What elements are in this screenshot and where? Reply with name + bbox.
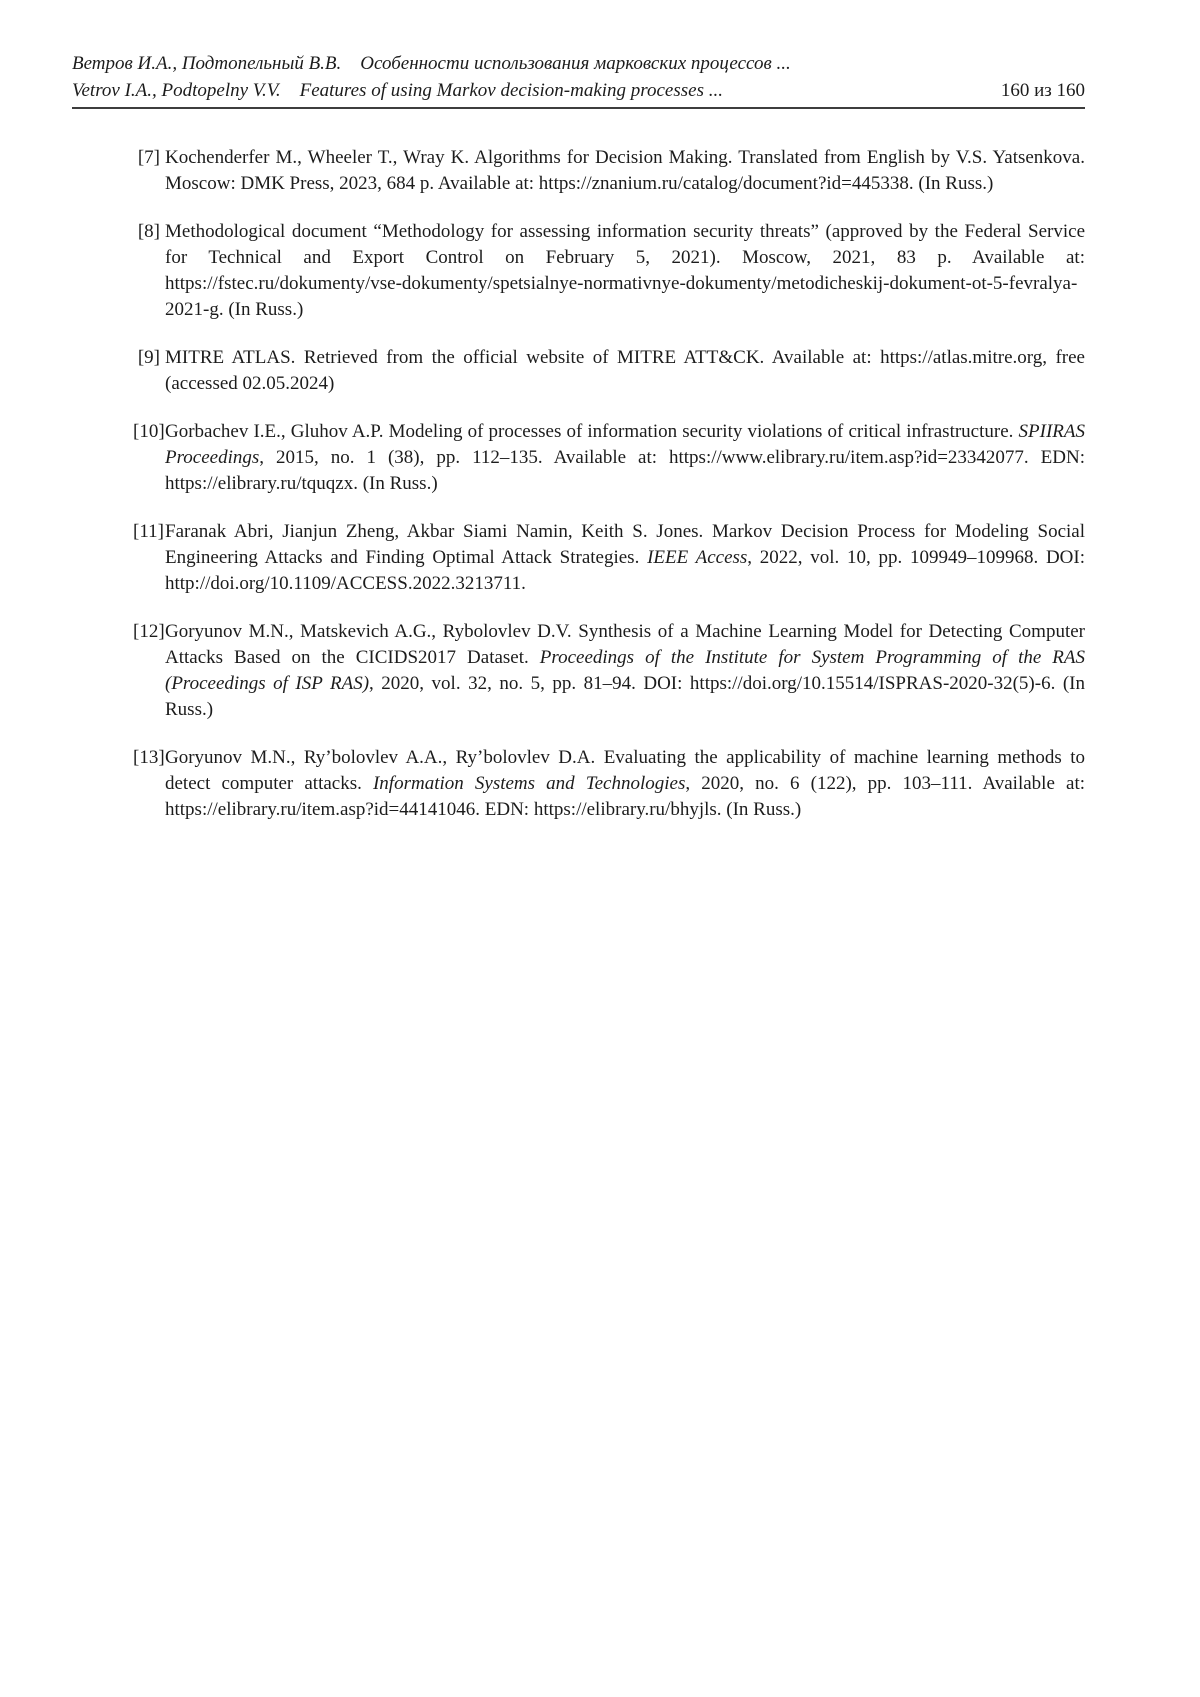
- reference-number: [10]: [133, 421, 165, 442]
- reference-number: [12]: [133, 621, 165, 642]
- reference-item: [133, 519, 1085, 597]
- reference-text-segment: Proceedings of the Institute for System Programming of the RAS (Proceedings of ISP RAS): [165, 647, 1086, 694]
- reference-text-segment: Goryunov M.N., Matskevich A.G., Rybolovlev D.V. Synthesis of a Machine Learning Model for Detecting Computer Attacks Based on the CICIDS2017 Dataset.: [165, 621, 1085, 668]
- reference-text: [165, 621, 1085, 720]
- reference-text: [165, 221, 1085, 320]
- header-authors-en: Vetrov I.A., Podtopelny V.V. Features of using Markov decision-making processes ...: [72, 80, 723, 101]
- reference-number: [9]: [137, 347, 160, 368]
- reference-number: [13]: [133, 747, 165, 768]
- reference-number: [7]: [137, 147, 160, 168]
- reference-text-segment: Gorbachev I.E., Gluhov A.P. Modeling of processes of information security violations of critical infrastructure.: [165, 421, 1019, 442]
- reference-text-segment: IEEE Access: [647, 547, 748, 568]
- reference-text-segment: , 2022, vol. 10, pp. 109949–109968. DOI: http://doi.org/10.1109/ACCESS.2022.3213711.: [165, 547, 1086, 594]
- reference-item: [133, 619, 1085, 723]
- reference-text: [165, 347, 1085, 394]
- reference-item: [133, 419, 1085, 497]
- reference-text-segment: SPIIRAS Proceedings: [165, 421, 1085, 468]
- reference-text-segment: Kochenderfer M., Wheeler T., Wray K. Algorithms for Decision Making. Translated from English by V.S. Yatsenkova. Moscow: DMK Press, 2023, 684 p. Available at: https://znanium.ru/catalog/document?id=445338. (In Russ.): [165, 147, 1085, 194]
- reference-text-segment: Goryunov M.N., Ry’bolovlev A.A., Ry’bolovlev D.A. Evaluating the applicability of machine learning methods to detect computer attacks.: [165, 747, 1085, 794]
- reference-text: [165, 147, 1085, 194]
- running-header: [72, 50, 1085, 109]
- reference-text-segment: MITRE ATLAS. Retrieved from the official website of MITRE ATT&CK. Available at: https://atlas.mitre.org, free (accessed 02.05.2024): [165, 347, 1085, 394]
- reference-text-segment: , 2020, no. 6 (122), pp. 103–111. Available at: https://elibrary.ru/item.asp?id=44141046. EDN: https://elibrary.ru/bhyjls. (In Russ.): [165, 773, 1085, 820]
- reference-text-segment: Methodological document “Methodology for assessing information security threats” (approved by the Federal Service for Technical and Export Control on February 5, 2021). Moscow, 2021, 83 p. Available at: https://fstec.ru/dokumenty/vse-dokumenty/spetsialnye-normativnye-dokumenty/metodicheskij-dokument-ot-5-fevralya-2021-g. (In Russ.): [165, 221, 1085, 320]
- reference-item: [133, 745, 1085, 823]
- reference-number: [11]: [133, 521, 164, 542]
- references-list: [133, 145, 1085, 845]
- reference-item: [133, 145, 1085, 197]
- reference-text: [165, 421, 1085, 494]
- header-authors-ru: Ветров И.А., Подтопельный В.В. Особенности использования марковских процессов ...: [72, 53, 791, 74]
- reference-text: [165, 747, 1085, 820]
- reference-number: [8]: [137, 221, 160, 242]
- reference-item: [133, 219, 1085, 323]
- page-number: 160 из 160: [1000, 80, 1085, 101]
- reference-text-segment: , 2020, vol. 32, no. 5, pp. 81–94. DOI: https://doi.org/10.15514/ISPRAS-2020-32(5)-6. (In Russ.): [165, 673, 1085, 720]
- reference-item: [133, 345, 1085, 397]
- reference-text: [165, 521, 1085, 594]
- reference-text-segment: Information Systems and Technologies: [372, 773, 686, 794]
- reference-text-segment: , 2015, no. 1 (38), pp. 112–135. Available at: https://www.elibrary.ru/item.asp?id=23342077. EDN: https://elibrary.ru/tquqzx. (In Russ.): [165, 447, 1085, 494]
- reference-text-segment: Faranak Abri, Jianjun Zheng, Akbar Siami Namin, Keith S. Jones. Markov Decision Process for Modeling Social Engineering Attacks and Finding Optimal Attack Strategies.: [165, 521, 1085, 568]
